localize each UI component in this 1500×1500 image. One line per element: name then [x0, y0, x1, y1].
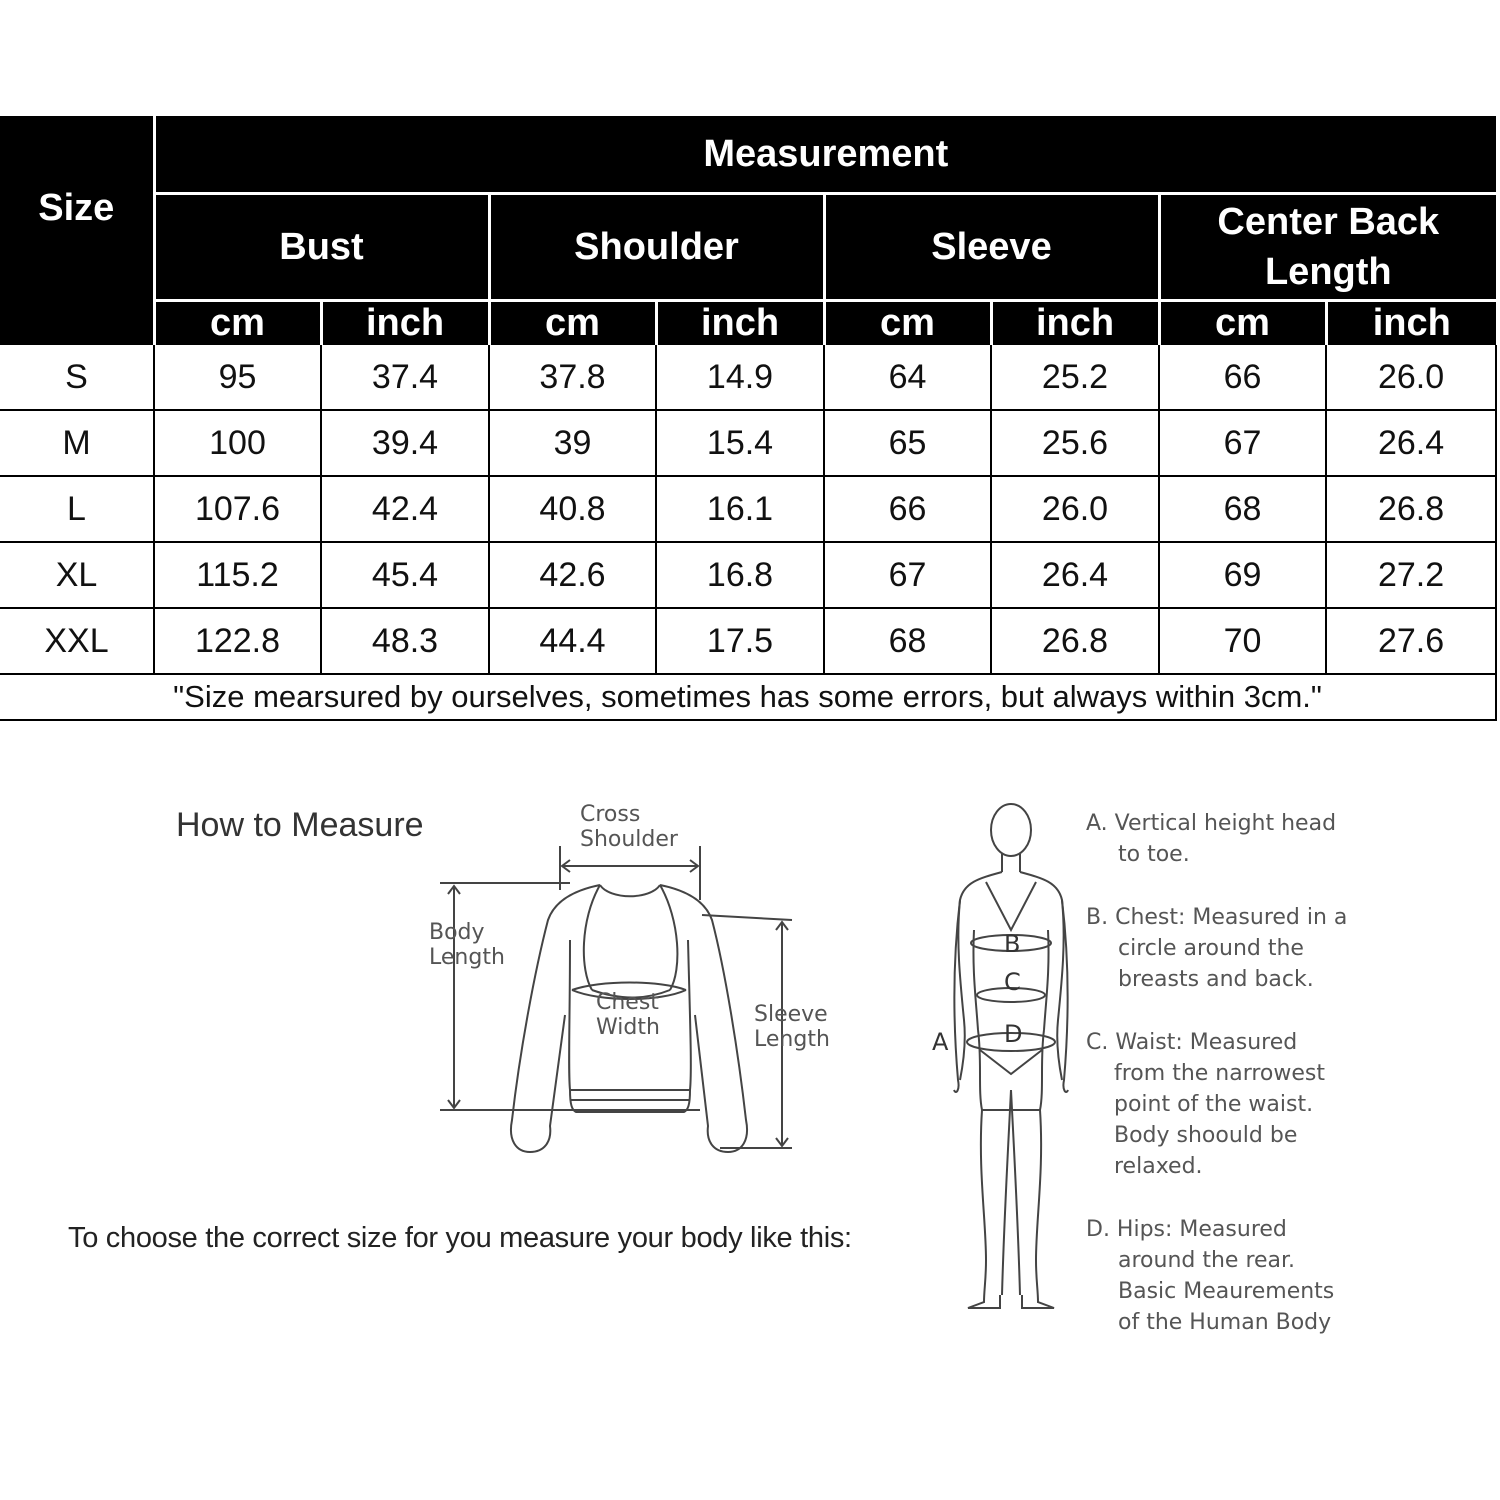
measurement-cell: 68	[824, 608, 991, 674]
unit-header: cm	[1159, 301, 1326, 346]
unit-header: inch	[1326, 301, 1496, 346]
bust-header: Bust	[154, 194, 489, 301]
measurement-cell: 26.0	[1326, 345, 1496, 410]
measurement-cell: 27.2	[1326, 542, 1496, 608]
note-row	[0, 674, 1496, 720]
size-cell: XXL	[0, 608, 154, 674]
measurement-cell: 100	[154, 410, 321, 476]
measurement-cell: 45.4	[321, 542, 489, 608]
note-hips: D. Hips: Measured around the rear. Basic Meaurements of the Human Body	[1086, 1217, 1335, 1335]
measurement-cell: 67	[1159, 410, 1326, 476]
center-back-length-header: Center Back Length	[1159, 194, 1496, 301]
shoulder-header: Shoulder	[489, 194, 824, 301]
unit-header: inch	[991, 301, 1159, 346]
measurement-cell: 16.1	[656, 476, 824, 542]
size-row	[0, 608, 1496, 674]
size-row	[0, 345, 1496, 410]
measurement-cell: 66	[824, 476, 991, 542]
measurement-cell: 37.8	[489, 345, 656, 410]
measurement-cell: 44.4	[489, 608, 656, 674]
measurement-cell: 26.0	[991, 476, 1159, 542]
measurement-cell: 17.5	[656, 608, 824, 674]
measurement-header: Measurement	[154, 116, 1496, 194]
how-to-measure-title: How to Measure	[176, 806, 424, 844]
sleeve-header: Sleeve	[824, 194, 1159, 301]
unit-header: cm	[824, 301, 991, 346]
size-cell: XL	[0, 542, 154, 608]
measurement-cell: 26.4	[991, 542, 1159, 608]
measurement-cell: 95	[154, 345, 321, 410]
measurement-cell: 37.4	[321, 345, 489, 410]
measurement-cell: 15.4	[656, 410, 824, 476]
note-chest: B. Chest: Measured in a circle around the breasts and back.	[1086, 905, 1348, 992]
marker-a: A	[932, 1028, 949, 1056]
marker-c: C	[1004, 968, 1021, 996]
measurement-cell: 68	[1159, 476, 1326, 542]
measurement-cell: 70	[1159, 608, 1326, 674]
size-chart-table	[0, 116, 1497, 721]
measurement-cell: 25.2	[991, 345, 1159, 410]
human-figure-illustration	[920, 790, 1090, 1330]
garment-measurement-diagram	[420, 790, 860, 1170]
measurement-notes	[1086, 808, 1406, 1370]
measurement-cell: 42.6	[489, 542, 656, 608]
measurement-cell: 26.8	[1326, 476, 1496, 542]
unit-header: cm	[154, 301, 321, 346]
body-length-label: Body Length	[429, 920, 505, 970]
measurement-cell: 26.8	[991, 608, 1159, 674]
measurement-cell: 40.8	[489, 476, 656, 542]
choose-size-instruction: To choose the correct size for you measure your body like this:	[68, 1222, 852, 1254]
measurement-cell: 26.4	[1326, 410, 1496, 476]
size-disclaimer: "Size mearsured by ourselves, sometimes has some errors, but always within 3cm."	[0, 674, 1496, 720]
measurement-cell: 66	[1159, 345, 1326, 410]
measurement-cell: 115.2	[154, 542, 321, 608]
chest-width-label: Chest Width	[596, 990, 660, 1040]
size-cell: S	[0, 345, 154, 410]
marker-d: D	[1004, 1020, 1023, 1048]
size-cell: M	[0, 410, 154, 476]
unit-header: inch	[656, 301, 824, 346]
measurement-cell: 39.4	[321, 410, 489, 476]
measurement-cell: 39	[489, 410, 656, 476]
measurement-cell: 65	[824, 410, 991, 476]
measurement-cell: 42.4	[321, 476, 489, 542]
size-row	[0, 476, 1496, 542]
size-row	[0, 542, 1496, 608]
sleeve-length-label: Sleeve Length	[754, 1002, 830, 1052]
note-height: A. Vertical height head to toe.	[1086, 811, 1337, 867]
size-cell: L	[0, 476, 154, 542]
size-row	[0, 410, 1496, 476]
size-header-spacer	[0, 301, 154, 346]
body-measurement-figure	[920, 790, 1090, 1330]
measurement-cell: 25.6	[991, 410, 1159, 476]
measurement-cell: 67	[824, 542, 991, 608]
note-waist: C. Waist: Measured from the narrowest point of the waist. Body shoould be relaxed.	[1086, 1030, 1326, 1179]
measurement-cell: 69	[1159, 542, 1326, 608]
size-header: Size	[0, 116, 154, 301]
unit-header: inch	[321, 301, 489, 346]
measurement-cell: 64	[824, 345, 991, 410]
cross-shoulder-label: Cross Shoulder	[580, 802, 678, 852]
measurement-cell: 16.8	[656, 542, 824, 608]
marker-b: B	[1004, 930, 1021, 958]
measurement-cell: 27.6	[1326, 608, 1496, 674]
unit-header: cm	[489, 301, 656, 346]
measurement-cell: 14.9	[656, 345, 824, 410]
measurement-cell: 122.8	[154, 608, 321, 674]
measurement-cell: 48.3	[321, 608, 489, 674]
measurement-cell: 107.6	[154, 476, 321, 542]
